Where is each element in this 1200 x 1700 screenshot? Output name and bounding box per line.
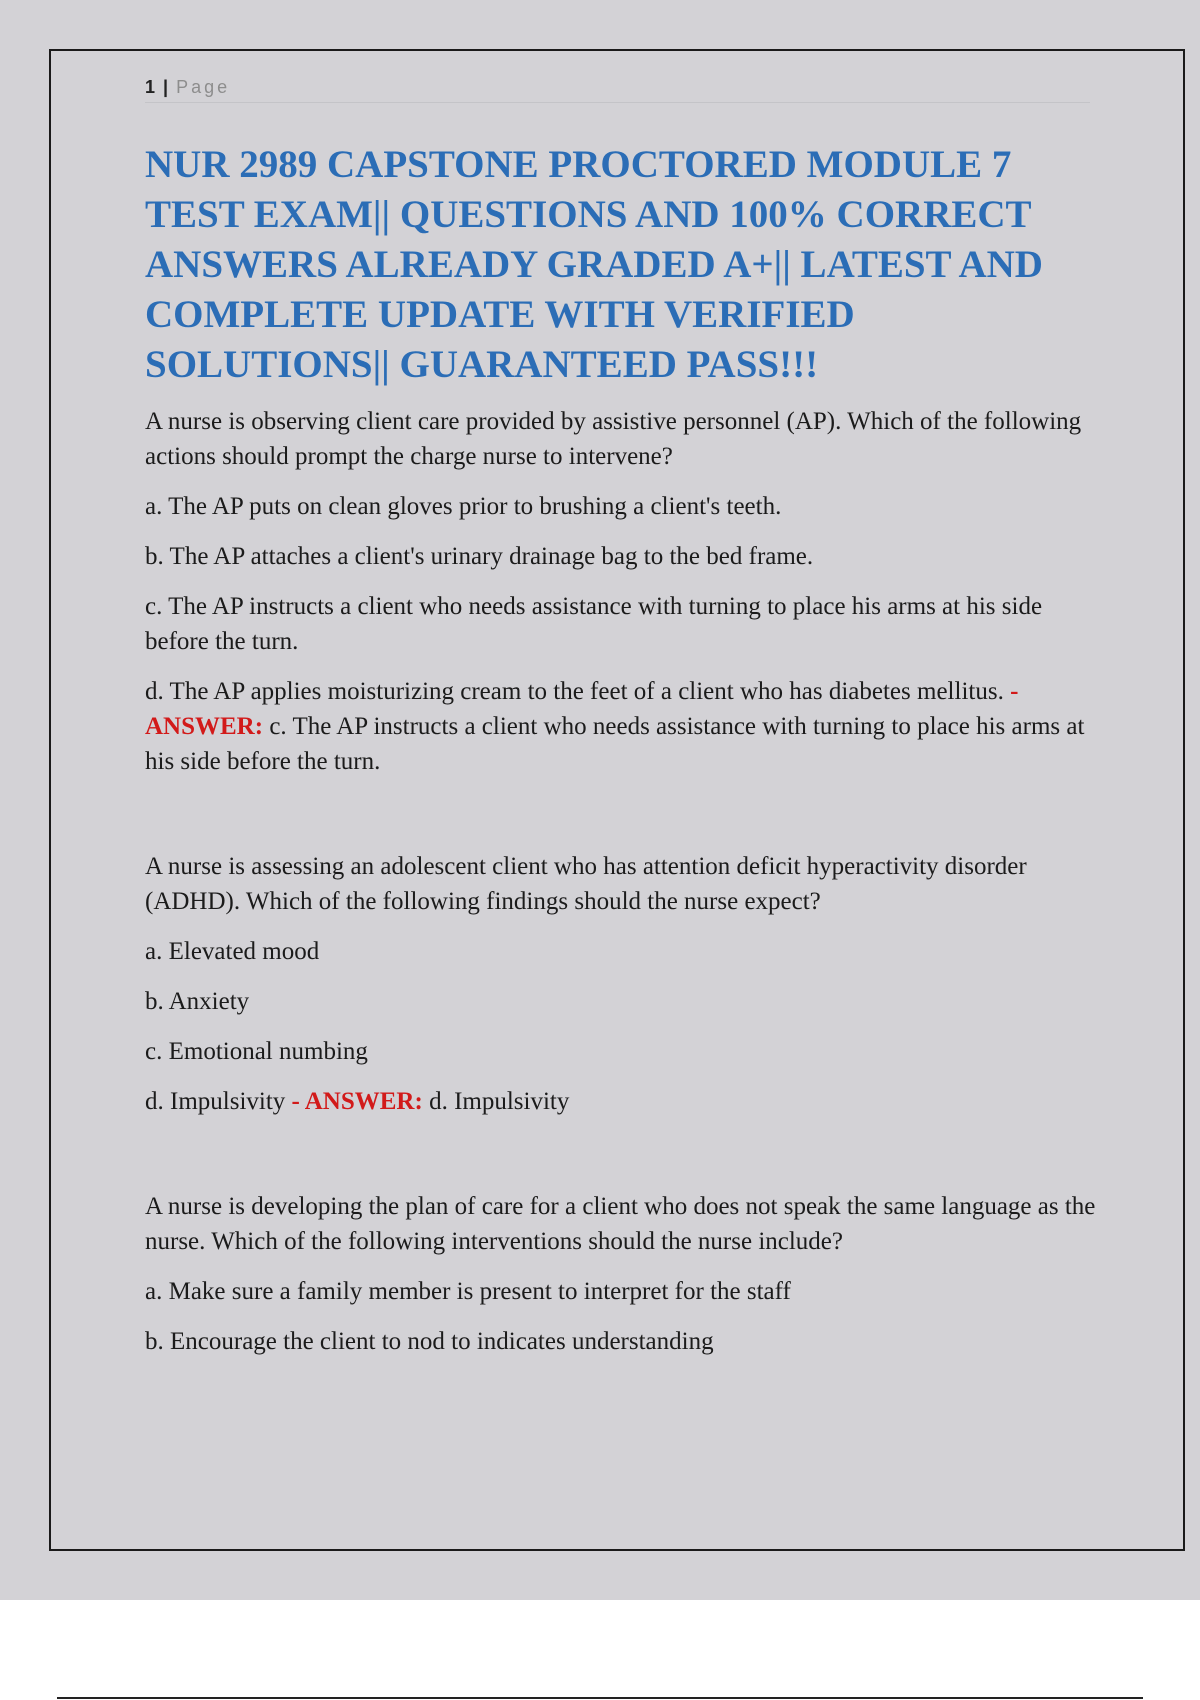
question-3 <box>145 1189 1105 1359</box>
document-title: NUR 2989 CAPSTONE PROCTORED MODULE 7 TEST EXAM|| QUESTIONS AND 100% CORRECT ANSWERS ALREADY GRADED A+|| LATEST AND COMPLETE UPDATE WITH VERIFIED SOLUTIONS|| GUARANTEED PASS!!! <box>145 143 1043 386</box>
next-page-rule <box>57 1697 1143 1699</box>
option-c: c. The AP instructs a client who needs assistance with turning to place his arms at his side before the turn. <box>145 593 1043 655</box>
option-a: a. Make sure a family member is present to interpret for the staff <box>145 1278 791 1305</box>
option-b: b. The AP attaches a client's urinary drainage bag to the bed frame. <box>145 543 814 570</box>
question-gap <box>145 1134 1105 1189</box>
option-c: c. Emotional numbing <box>145 1038 368 1065</box>
question-2 <box>145 849 1105 1119</box>
answer-text: d. Impulsivity <box>429 1088 570 1115</box>
document-content <box>145 140 1105 1374</box>
question-gap <box>145 794 1105 849</box>
question-text: A nurse is assessing an adolescent client who has attention deficit hyperactivity disorder (ADHD). Which of the following findings should the nurse expect? <box>145 853 1027 915</box>
option-d: d. Impulsivity <box>145 1088 286 1115</box>
option-d: d. The AP applies moisturizing cream to the feet of a client who has diabetes mellitus. <box>145 678 1004 705</box>
question-text: A nurse is developing the plan of care for a client who does not speak the same language as the nurse. Which of the following interventions should the nurse include? <box>145 1193 1096 1255</box>
option-b: b. Anxiety <box>145 988 250 1015</box>
question-1 <box>145 404 1105 779</box>
option-d-with-answer <box>145 674 1105 779</box>
option-a: a. The AP puts on clean gloves prior to brushing a client's teeth. <box>145 493 782 520</box>
question-text: A nurse is observing client care provided by assistive personnel (AP). Which of the following actions should prompt the charge nurse to intervene? <box>145 408 1082 470</box>
option-a: a. Elevated mood <box>145 938 320 965</box>
answer-tag: - ANSWER: <box>291 1088 423 1115</box>
page-separator: | <box>163 77 169 97</box>
answer-text: c. The AP instructs a client who needs assistance with turning to place his arms at his side before the turn. <box>145 713 1085 775</box>
option-b: b. Encourage the client to nod to indicates understanding <box>145 1328 714 1355</box>
page-label: Page <box>176 77 231 97</box>
answer-tag: - ANSWER: <box>145 678 1019 740</box>
page-number: 1 <box>145 77 156 97</box>
page-header <box>145 72 1090 103</box>
option-d-with-answer <box>145 1084 1105 1119</box>
